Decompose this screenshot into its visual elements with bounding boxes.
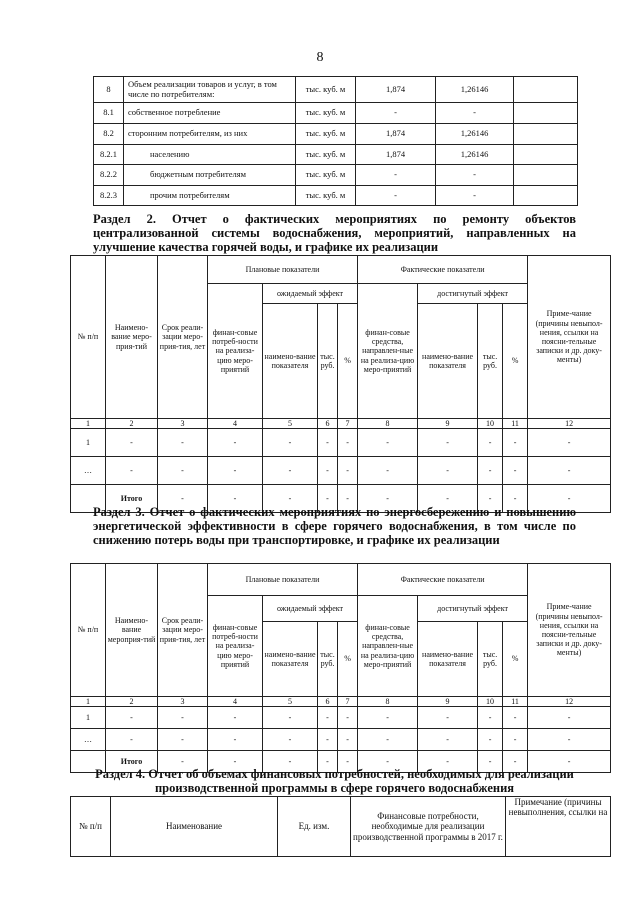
row-cell: -	[358, 457, 418, 485]
column-number: 8	[358, 419, 418, 429]
row-cell: -	[418, 485, 478, 513]
row-value-2: -	[436, 186, 514, 206]
indicator-name-header: наимено-вание показателя	[418, 304, 478, 419]
indicator-name-header: наимено-вание показателя	[263, 622, 318, 697]
col-name-header: Наимено-вание мероприя-тий	[106, 564, 158, 697]
row-number: 8.2	[94, 124, 124, 145]
row-value-1: -	[356, 186, 436, 206]
row-cell: -	[263, 729, 318, 751]
row-cell: -	[208, 751, 263, 773]
row-cell: -	[338, 485, 358, 513]
column-number: 12	[528, 419, 611, 429]
row-cell: -	[528, 751, 611, 773]
row-cell: -	[208, 729, 263, 751]
row-number: …	[71, 457, 106, 485]
row-number: 1	[71, 429, 106, 457]
col-num-header: № п/п	[71, 564, 106, 697]
col-name-header: Наименование	[111, 797, 278, 857]
row-cell: -	[478, 485, 503, 513]
actual-header: Фактические показатели	[358, 564, 528, 596]
row-cell: -	[528, 429, 611, 457]
col-term-header: Срок реали-зации меро-прия-тия, лет	[158, 564, 208, 697]
row-value-1: 1,874	[356, 77, 436, 103]
indicator-name-header: наимено-вание показателя	[263, 304, 318, 419]
row-cell: -	[158, 485, 208, 513]
table-row	[94, 186, 578, 206]
row-cell: -	[158, 751, 208, 773]
expected-effect-header: ожидаемый эффект	[263, 596, 358, 622]
row-cell: -	[263, 751, 318, 773]
column-number: 4	[208, 697, 263, 707]
expected-effect-header: ожидаемый эффект	[263, 284, 358, 304]
fin-actual-header: финан-совые средства, направлен-ные на реализа-цию меро-приятий	[358, 284, 418, 419]
row-number: 8.2.1	[94, 145, 124, 165]
column-number: 4	[208, 419, 263, 429]
row-cell: -	[503, 729, 528, 751]
col-term-header: Срок реали-зации меро-прия-тия, лет	[158, 256, 208, 419]
column-number: 1	[71, 419, 106, 429]
column-number: 2	[106, 419, 158, 429]
row-empty	[514, 124, 578, 145]
row-cell: -	[528, 707, 611, 729]
row-unit: тыс. куб. м	[296, 103, 356, 124]
row-name: бюджетным потребителям	[124, 165, 296, 186]
column-number: 2	[106, 697, 158, 707]
row-cell: -	[528, 457, 611, 485]
row-cell: -	[158, 707, 208, 729]
thousand-rub-header: тыс. руб.	[478, 622, 503, 697]
column-number: 5	[263, 697, 318, 707]
row-value-2: 1,26146	[436, 124, 514, 145]
column-number: 6	[318, 697, 338, 707]
row-cell: -	[106, 457, 158, 485]
row-value-1: -	[356, 165, 436, 186]
column-number: 11	[503, 419, 528, 429]
actual-header: Фактические показатели	[358, 256, 528, 284]
column-number: 3	[158, 697, 208, 707]
row-cell: -	[418, 707, 478, 729]
fin-planned-header: финан-совые потреб-ности на реализа-цию меро-приятий	[208, 596, 263, 697]
row-unit: тыс. куб. м	[296, 165, 356, 186]
row-cell: -	[503, 429, 528, 457]
column-number: 10	[478, 419, 503, 429]
row-cell: -	[503, 485, 528, 513]
row-cell: -	[503, 457, 528, 485]
row-cell: -	[358, 707, 418, 729]
row-cell: -	[478, 729, 503, 751]
row-cell: -	[263, 429, 318, 457]
col-num-header: № п/п	[71, 797, 111, 857]
row-name: собственное потребление	[124, 103, 296, 124]
row-number: …	[71, 729, 106, 751]
row-cell: -	[158, 429, 208, 457]
row-name: Объем реализации товаров и услуг, в том числе по потребителям:	[124, 77, 296, 103]
row-cell: -	[158, 729, 208, 751]
row-cell: -	[478, 457, 503, 485]
thousand-rub-header: тыс. руб.	[318, 622, 338, 697]
row-number: 8	[94, 77, 124, 103]
table-row	[71, 429, 611, 457]
row-cell: -	[418, 429, 478, 457]
row-cell: -	[318, 751, 338, 773]
row-cell: Итого	[106, 485, 158, 513]
row-unit: тыс. куб. м	[296, 186, 356, 206]
percent-header: %	[503, 622, 528, 697]
row-cell: -	[106, 707, 158, 729]
row-cell: -	[208, 707, 263, 729]
row-value-2: 1,26146	[436, 145, 514, 165]
row-cell: -	[208, 457, 263, 485]
row-cell: -	[478, 707, 503, 729]
achieved-effect-header: достигнутый эффект	[418, 284, 528, 304]
row-cell: -	[338, 751, 358, 773]
row-cell: -	[318, 729, 338, 751]
table-row	[71, 729, 611, 751]
fin-actual-header: финан-совые средства, направлен-ные на реализа-цию меро-приятий	[358, 596, 418, 697]
row-cell: -	[358, 729, 418, 751]
percent-header: %	[338, 304, 358, 419]
row-cell: -	[263, 485, 318, 513]
row-unit: тыс. куб. м	[296, 145, 356, 165]
row-empty	[514, 145, 578, 165]
table-row	[94, 77, 578, 103]
column-number: 12	[528, 697, 611, 707]
indicator-name-header: наимено-вание показателя	[418, 622, 478, 697]
row-cell: -	[478, 751, 503, 773]
column-number: 3	[158, 419, 208, 429]
row-cell: -	[418, 457, 478, 485]
row-cell: -	[503, 707, 528, 729]
thousand-rub-header: тыс. руб.	[478, 304, 503, 419]
row-cell: -	[478, 429, 503, 457]
percent-header: %	[338, 622, 358, 697]
row-cell: -	[208, 485, 263, 513]
section-2-heading: Раздел 2. Отчет о фактических мероприятиях по ремонту объектов централизованной системы водоснабжения, мероприятий, направленных на улучшение качества горячей воды, и графике их реализации	[93, 212, 576, 254]
row-cell: -	[503, 751, 528, 773]
section-3-table	[70, 563, 611, 773]
col-note-header: Примечание (причины невыполнения, ссылки на	[506, 797, 611, 857]
column-number: 5	[263, 419, 318, 429]
fin-planned-header: финан-совые потреб-ности на реализа-цию меро-приятий	[208, 284, 263, 419]
row-cell: -	[418, 729, 478, 751]
row-cell: -	[528, 485, 611, 513]
row-cell: -	[528, 729, 611, 751]
percent-header: %	[503, 304, 528, 419]
sales-volume-table	[93, 76, 578, 206]
column-number: 1	[71, 697, 106, 707]
row-number: 1	[71, 707, 106, 729]
row-empty	[514, 186, 578, 206]
column-number: 9	[418, 697, 478, 707]
row-cell: -	[106, 429, 158, 457]
achieved-effect-header: достигнутый эффект	[418, 596, 528, 622]
row-cell: -	[338, 457, 358, 485]
row-empty	[514, 103, 578, 124]
row-cell: -	[358, 429, 418, 457]
table-row	[71, 707, 611, 729]
column-number: 7	[338, 419, 358, 429]
row-empty	[514, 77, 578, 103]
table-row	[94, 124, 578, 145]
row-value-1: 1,874	[356, 145, 436, 165]
row-cell: -	[358, 751, 418, 773]
row-name: населению	[124, 145, 296, 165]
table-row	[94, 103, 578, 124]
section-3-heading: Раздел 3. Отчет о фактических мероприятиях по энергосбережению и повышению энергетической эффективности в сфере горячего водоснабжения, в том числе по снижению потерь воды при транспортировке, и графике их реализации	[93, 505, 576, 547]
row-cell: -	[106, 729, 158, 751]
col-unit-header: Ед. изм.	[278, 797, 351, 857]
row-number: 8.2.2	[94, 165, 124, 186]
column-number: 10	[478, 697, 503, 707]
column-number: 11	[503, 697, 528, 707]
row-cell: -	[338, 707, 358, 729]
row-unit: тыс. куб. м	[296, 77, 356, 103]
row-cell: Итого	[106, 751, 158, 773]
note-header: Приме-чание (причины невыпол-нения, ссылки на поясни-тельные записки и др. доку-менты)	[528, 256, 611, 419]
row-value-2: 1,26146	[436, 77, 514, 103]
row-cell: -	[263, 457, 318, 485]
table-row	[94, 145, 578, 165]
table-row	[94, 165, 578, 186]
row-empty	[514, 165, 578, 186]
row-cell: -	[318, 485, 338, 513]
row-value-1: -	[356, 103, 436, 124]
col-name-header: Наимено-вание меро-прия-тий	[106, 256, 158, 419]
row-value-1: 1,874	[356, 124, 436, 145]
section-4-heading: Раздел 4. Отчет об объемах финансовых потребностей, необходимых для реализации производственной программы в сфере горячего водоснабжения	[95, 767, 574, 795]
section-2-table	[70, 255, 611, 513]
col-num-header: № п/п	[71, 256, 106, 419]
page-number: 8	[316, 50, 324, 65]
planned-header: Плановые показатели	[208, 256, 358, 284]
row-number: 8.2.3	[94, 186, 124, 206]
row-cell: -	[338, 429, 358, 457]
planned-header: Плановые показатели	[208, 564, 358, 596]
row-value-2: -	[436, 165, 514, 186]
row-cell: -	[318, 707, 338, 729]
section-4-table	[70, 796, 611, 857]
row-cell: -	[318, 429, 338, 457]
row-name: сторонним потребителям, из них	[124, 124, 296, 145]
row-name: прочим потребителям	[124, 186, 296, 206]
column-number: 6	[318, 419, 338, 429]
column-number: 8	[358, 697, 418, 707]
table-row	[71, 457, 611, 485]
row-unit: тыс. куб. м	[296, 124, 356, 145]
row-cell: -	[358, 485, 418, 513]
column-number: 9	[418, 419, 478, 429]
note-header: Приме-чание (причины невыпол-нения, ссылки на поясни-тельные записки и др. доку-менты)	[528, 564, 611, 697]
row-number: 8.1	[94, 103, 124, 124]
row-cell: -	[338, 729, 358, 751]
row-value-2: -	[436, 103, 514, 124]
col-fin-header: Финансовые потребности, необходимые для реализации производственной программы в 2017 г.	[351, 797, 506, 857]
row-cell: -	[318, 457, 338, 485]
thousand-rub-header: тыс. руб.	[318, 304, 338, 419]
row-cell: -	[208, 429, 263, 457]
column-number: 7	[338, 697, 358, 707]
row-cell: -	[263, 707, 318, 729]
row-cell: -	[418, 751, 478, 773]
row-cell: -	[158, 457, 208, 485]
